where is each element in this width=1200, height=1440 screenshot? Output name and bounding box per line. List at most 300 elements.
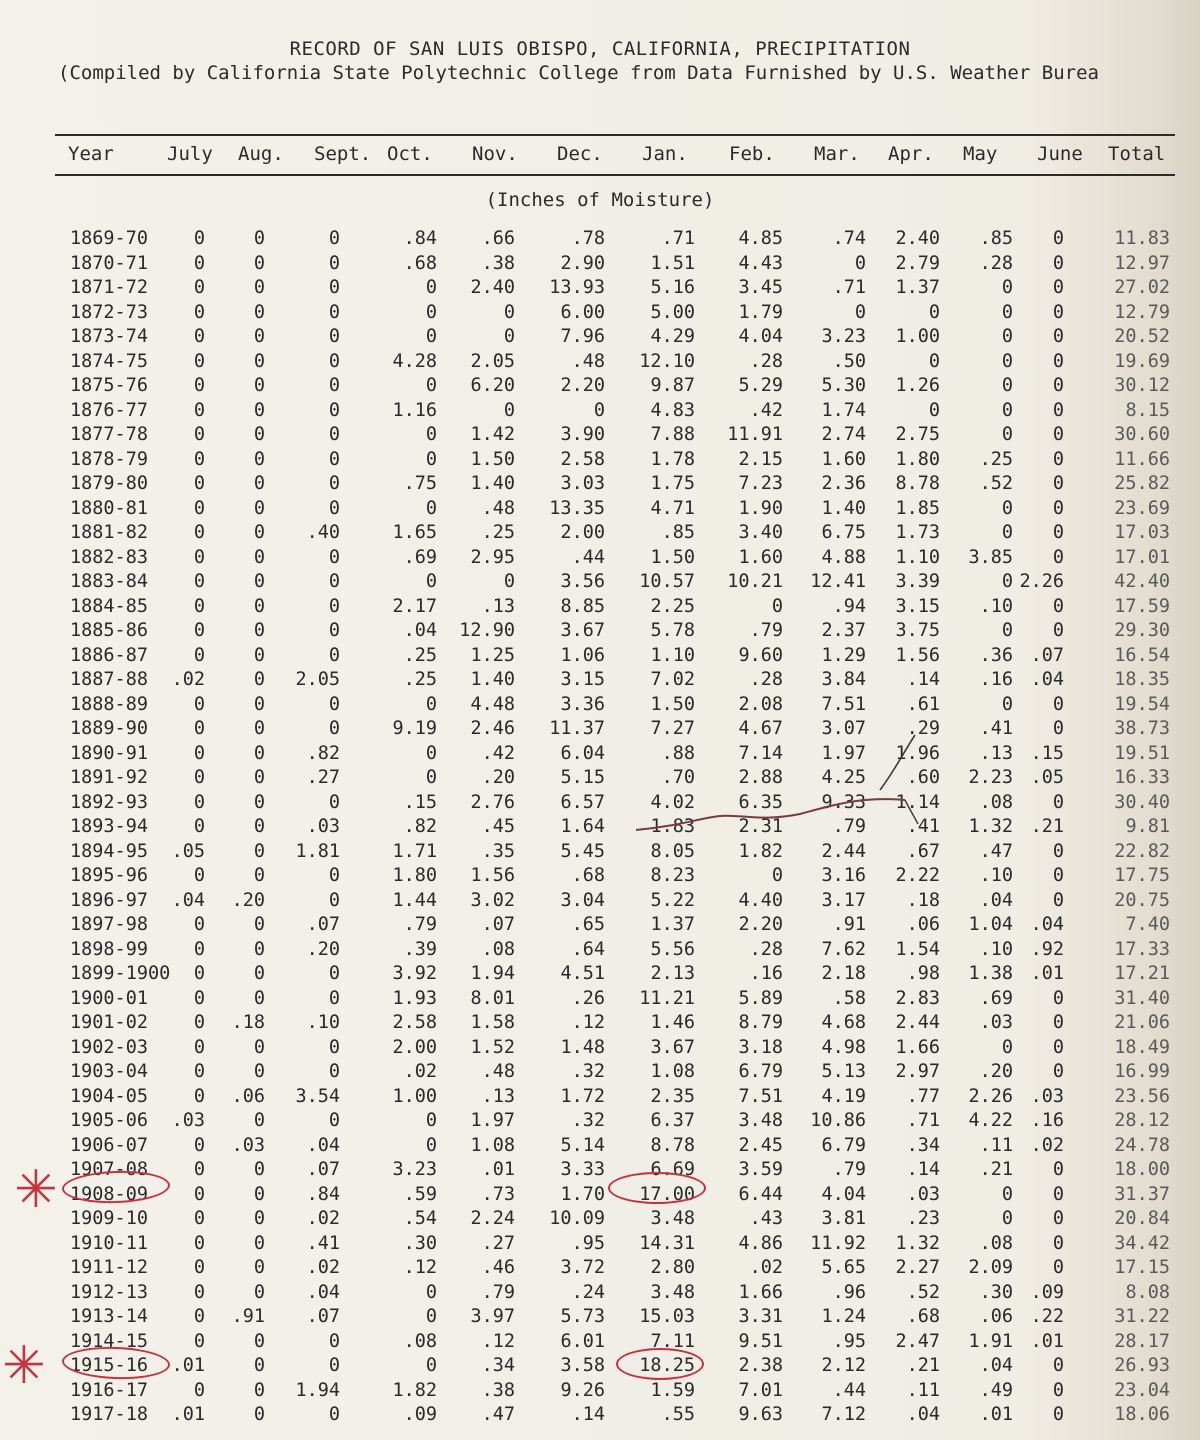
cell-july: 0 bbox=[193, 424, 205, 445]
cell-feb: 4.43 bbox=[738, 253, 783, 274]
cell-aug: 0 bbox=[253, 988, 265, 1009]
cell-july: 0 bbox=[193, 1184, 205, 1205]
cell-oct: 0 bbox=[425, 694, 437, 715]
cell-feb: 4.04 bbox=[738, 326, 783, 347]
year-cell: 1893-94 bbox=[70, 816, 148, 837]
year-cell: 1894-95 bbox=[70, 841, 148, 862]
cell-june: 0 bbox=[1052, 326, 1064, 347]
cell-sept: .27 bbox=[306, 767, 340, 788]
cell-jan: 17.00 bbox=[639, 1184, 695, 1205]
cell-aug: 0 bbox=[253, 620, 265, 641]
cell-may: .69 bbox=[979, 988, 1013, 1009]
cell-july: 0 bbox=[193, 865, 205, 886]
cell-aug: .18 bbox=[231, 1012, 265, 1033]
cell-nov: 0 bbox=[503, 302, 515, 323]
cell-oct: .68 bbox=[403, 253, 437, 274]
cell-aug: 0 bbox=[253, 1331, 265, 1352]
cell-mar: 3.17 bbox=[821, 890, 866, 911]
cell-july: 0 bbox=[193, 473, 205, 494]
cell-total: 16.54 bbox=[1114, 645, 1170, 666]
cell-jan: 5.00 bbox=[650, 302, 695, 323]
cell-apr: 2.75 bbox=[895, 424, 940, 445]
cell-june: 0 bbox=[1052, 302, 1064, 323]
cell-may: 0 bbox=[1001, 571, 1013, 592]
cell-aug: 0 bbox=[253, 939, 265, 960]
cell-dec: 13.35 bbox=[549, 498, 605, 519]
cell-total: 30.60 bbox=[1114, 424, 1170, 445]
column-header-nov: Nov. bbox=[472, 143, 518, 165]
cell-jan: 8.78 bbox=[650, 1135, 695, 1156]
cell-aug: 0 bbox=[253, 351, 265, 372]
cell-apr: 1.10 bbox=[895, 547, 940, 568]
cell-july: 0 bbox=[193, 988, 205, 1009]
cell-july: 0 bbox=[193, 1257, 205, 1278]
cell-sept: 0 bbox=[328, 1331, 340, 1352]
cell-nov: 3.02 bbox=[470, 890, 515, 911]
cell-oct: .82 bbox=[403, 816, 437, 837]
cell-nov: .66 bbox=[481, 228, 515, 249]
cell-may: .08 bbox=[979, 792, 1013, 813]
cell-mar: 3.16 bbox=[821, 865, 866, 886]
cell-nov: 0 bbox=[503, 400, 515, 421]
cell-aug: .06 bbox=[231, 1086, 265, 1107]
cell-aug: 0 bbox=[253, 571, 265, 592]
cell-nov: 4.48 bbox=[470, 694, 515, 715]
cell-jan: 18.25 bbox=[639, 1355, 695, 1376]
year-cell: 1903-04 bbox=[70, 1061, 148, 1082]
cell-may: 1.32 bbox=[968, 816, 1013, 837]
cell-sept: 0 bbox=[328, 547, 340, 568]
cell-sept: 0 bbox=[328, 228, 340, 249]
cell-jan: 5.56 bbox=[650, 939, 695, 960]
asterisk-mark-1908-09: ✳ bbox=[14, 1160, 58, 1220]
cell-feb: 7.01 bbox=[738, 1380, 783, 1401]
cell-june: 0 bbox=[1052, 792, 1064, 813]
cell-jan: 1.50 bbox=[650, 694, 695, 715]
cell-june: 0 bbox=[1052, 1208, 1064, 1229]
cell-aug: 0 bbox=[253, 963, 265, 984]
cell-may: .04 bbox=[979, 890, 1013, 911]
column-header-mar: Mar. bbox=[814, 143, 860, 165]
cell-june: 0 bbox=[1052, 449, 1064, 470]
cell-oct: .30 bbox=[403, 1233, 437, 1254]
cell-july: 0 bbox=[193, 694, 205, 715]
column-header-july: July bbox=[167, 143, 213, 165]
cell-dec: 13.93 bbox=[549, 277, 605, 298]
cell-aug: 0 bbox=[253, 767, 265, 788]
cell-aug: 0 bbox=[253, 522, 265, 543]
cell-dec: 1.06 bbox=[560, 645, 605, 666]
cell-july: 0 bbox=[193, 1282, 205, 1303]
cell-dec: 3.04 bbox=[560, 890, 605, 911]
cell-mar: 4.04 bbox=[821, 1184, 866, 1205]
cell-apr: 1.14 bbox=[895, 792, 940, 813]
cell-total: 18.00 bbox=[1114, 1159, 1170, 1180]
cell-june: 0 bbox=[1052, 400, 1064, 421]
cell-feb: 8.79 bbox=[738, 1012, 783, 1033]
cell-jan: 1.10 bbox=[650, 645, 695, 666]
cell-dec: .48 bbox=[571, 351, 605, 372]
cell-june: 0 bbox=[1052, 375, 1064, 396]
column-header-sept: Sept. bbox=[314, 143, 372, 165]
cell-jan: 3.48 bbox=[650, 1208, 695, 1229]
year-cell: 1874-75 bbox=[70, 351, 148, 372]
cell-feb: 1.66 bbox=[738, 1282, 783, 1303]
cell-nov: .20 bbox=[481, 767, 515, 788]
cell-oct: 0 bbox=[425, 1282, 437, 1303]
cell-mar: .95 bbox=[832, 1331, 866, 1352]
cell-aug: 0 bbox=[253, 669, 265, 690]
cell-total: 17.15 bbox=[1114, 1257, 1170, 1278]
cell-total: 42.40 bbox=[1114, 571, 1170, 592]
cell-jan: 2.35 bbox=[650, 1086, 695, 1107]
cell-july: 0 bbox=[193, 228, 205, 249]
cell-may: .06 bbox=[979, 1306, 1013, 1327]
cell-mar: 2.44 bbox=[821, 841, 866, 862]
cell-july: 0 bbox=[193, 1086, 205, 1107]
cell-nov: 1.50 bbox=[470, 449, 515, 470]
cell-june: 0 bbox=[1052, 1257, 1064, 1278]
year-cell: 1879-80 bbox=[70, 473, 148, 494]
cell-nov: .48 bbox=[481, 498, 515, 519]
year-cell: 1889-90 bbox=[70, 718, 148, 739]
cell-aug: 0 bbox=[253, 228, 265, 249]
cell-may: .41 bbox=[979, 718, 1013, 739]
cell-nov: .38 bbox=[481, 253, 515, 274]
cell-total: 23.56 bbox=[1114, 1086, 1170, 1107]
cell-total: 12.97 bbox=[1114, 253, 1170, 274]
cell-feb: 3.45 bbox=[738, 277, 783, 298]
cell-feb: .02 bbox=[749, 1257, 783, 1278]
cell-may: .11 bbox=[979, 1135, 1013, 1156]
cell-may: 1.91 bbox=[968, 1331, 1013, 1352]
cell-aug: 0 bbox=[253, 743, 265, 764]
cell-total: 28.17 bbox=[1114, 1331, 1170, 1352]
cell-feb: .16 bbox=[749, 963, 783, 984]
cell-sept: 0 bbox=[328, 792, 340, 813]
cell-aug: 0 bbox=[253, 302, 265, 323]
cell-may: 3.85 bbox=[968, 547, 1013, 568]
cell-oct: 4.28 bbox=[392, 351, 437, 372]
cell-total: 34.42 bbox=[1114, 1233, 1170, 1254]
cell-july: .05 bbox=[171, 841, 205, 862]
cell-feb: 2.31 bbox=[738, 816, 783, 837]
cell-jan: 7.11 bbox=[650, 1331, 695, 1352]
cell-jan: 14.31 bbox=[639, 1233, 695, 1254]
cell-mar: 5.13 bbox=[821, 1061, 866, 1082]
cell-nov: 1.94 bbox=[470, 963, 515, 984]
cell-sept: 0 bbox=[328, 963, 340, 984]
cell-june: 0 bbox=[1052, 1184, 1064, 1205]
year-cell: 1883-84 bbox=[70, 571, 148, 592]
year-cell: 1872-73 bbox=[70, 302, 148, 323]
cell-sept: .84 bbox=[306, 1184, 340, 1205]
cell-june: 0 bbox=[1052, 1404, 1064, 1425]
cell-oct: .25 bbox=[403, 645, 437, 666]
cell-total: 17.03 bbox=[1114, 522, 1170, 543]
cell-dec: 8.85 bbox=[560, 596, 605, 617]
cell-oct: 3.23 bbox=[392, 1159, 437, 1180]
cell-aug: 0 bbox=[253, 718, 265, 739]
cell-feb: 3.48 bbox=[738, 1110, 783, 1131]
cell-july: 0 bbox=[193, 375, 205, 396]
cell-oct: .69 bbox=[403, 547, 437, 568]
cell-mar: 2.36 bbox=[821, 473, 866, 494]
cell-oct: .04 bbox=[403, 620, 437, 641]
cell-oct: .08 bbox=[403, 1331, 437, 1352]
cell-may: 0 bbox=[1001, 620, 1013, 641]
cell-dec: 3.90 bbox=[560, 424, 605, 445]
cell-aug: 0 bbox=[253, 326, 265, 347]
cell-sept: .02 bbox=[306, 1208, 340, 1229]
cell-feb: .79 bbox=[749, 620, 783, 641]
cell-mar: 7.51 bbox=[821, 694, 866, 715]
cell-june: 0 bbox=[1052, 865, 1064, 886]
year-cell: 1901-02 bbox=[70, 1012, 148, 1033]
cell-feb: 2.38 bbox=[738, 1355, 783, 1376]
cell-july: 0 bbox=[193, 253, 205, 274]
cell-dec: .12 bbox=[571, 1012, 605, 1033]
cell-july: 0 bbox=[193, 302, 205, 323]
cell-nov: .01 bbox=[481, 1159, 515, 1180]
column-header-june: June bbox=[1037, 143, 1083, 165]
column-header-jan: Jan. bbox=[642, 143, 688, 165]
cell-may: .36 bbox=[979, 645, 1013, 666]
cell-july: 0 bbox=[193, 645, 205, 666]
cell-apr: .11 bbox=[906, 1380, 940, 1401]
year-cell: 1913-14 bbox=[70, 1306, 148, 1327]
cell-total: 19.54 bbox=[1114, 694, 1170, 715]
cell-dec: 6.01 bbox=[560, 1331, 605, 1352]
cell-june: 0 bbox=[1052, 694, 1064, 715]
document-subtitle: (Compiled by California State Polytechnic College from Data Furnished by U.S. Weather Burea bbox=[58, 62, 1099, 84]
cell-aug: 0 bbox=[253, 914, 265, 935]
cell-oct: 9.19 bbox=[392, 718, 437, 739]
cell-total: 30.40 bbox=[1114, 792, 1170, 813]
cell-dec: .68 bbox=[571, 865, 605, 886]
cell-dec: 10.09 bbox=[549, 1208, 605, 1229]
year-cell: 1878-79 bbox=[70, 449, 148, 470]
cell-total: 30.12 bbox=[1114, 375, 1170, 396]
cell-oct: .15 bbox=[403, 792, 437, 813]
cell-oct: .09 bbox=[403, 1404, 437, 1425]
cell-aug: 0 bbox=[253, 277, 265, 298]
cell-july: 0 bbox=[193, 914, 205, 935]
cell-feb: 7.23 bbox=[738, 473, 783, 494]
cell-apr: .98 bbox=[906, 963, 940, 984]
cell-sept: 0 bbox=[328, 718, 340, 739]
cell-apr: .03 bbox=[906, 1184, 940, 1205]
cell-aug: 0 bbox=[253, 841, 265, 862]
cell-dec: 1.48 bbox=[560, 1037, 605, 1058]
cell-jan: 1.78 bbox=[650, 449, 695, 470]
cell-feb: 3.18 bbox=[738, 1037, 783, 1058]
cell-may: .10 bbox=[979, 596, 1013, 617]
cell-mar: .94 bbox=[832, 596, 866, 617]
cell-apr: 1.00 bbox=[895, 326, 940, 347]
cell-may: .10 bbox=[979, 939, 1013, 960]
cell-apr: 2.44 bbox=[895, 1012, 940, 1033]
cell-june: .92 bbox=[1030, 939, 1064, 960]
cell-oct: 0 bbox=[425, 424, 437, 445]
cell-june: 0 bbox=[1052, 228, 1064, 249]
cell-apr: .77 bbox=[906, 1086, 940, 1107]
cell-sept: .20 bbox=[306, 939, 340, 960]
cell-sept: 0 bbox=[328, 277, 340, 298]
cell-aug: 0 bbox=[253, 645, 265, 666]
cell-may: .28 bbox=[979, 253, 1013, 274]
cell-mar: 1.40 bbox=[821, 498, 866, 519]
cell-dec: 5.15 bbox=[560, 767, 605, 788]
cell-apr: .23 bbox=[906, 1208, 940, 1229]
cell-feb: .28 bbox=[749, 669, 783, 690]
cell-may: .20 bbox=[979, 1061, 1013, 1082]
cell-may: 2.26 bbox=[968, 1086, 1013, 1107]
year-cell: 1914-15 bbox=[70, 1331, 148, 1352]
cell-total: 19.51 bbox=[1114, 743, 1170, 764]
cell-july: 0 bbox=[193, 596, 205, 617]
cell-june: 0 bbox=[1052, 1355, 1064, 1376]
year-cell: 1900-01 bbox=[70, 988, 148, 1009]
cell-total: 26.93 bbox=[1114, 1355, 1170, 1376]
cell-sept: 0 bbox=[328, 988, 340, 1009]
cell-total: 17.59 bbox=[1114, 596, 1170, 617]
cell-apr: 2.40 bbox=[895, 228, 940, 249]
cell-apr: 1.54 bbox=[895, 939, 940, 960]
cell-june: 0 bbox=[1052, 620, 1064, 641]
cell-oct: 1.80 bbox=[392, 865, 437, 886]
cell-june: 0 bbox=[1052, 718, 1064, 739]
cell-dec: 1.64 bbox=[560, 816, 605, 837]
cell-aug: 0 bbox=[253, 1233, 265, 1254]
cell-nov: 1.58 bbox=[470, 1012, 515, 1033]
cell-dec: 0 bbox=[593, 400, 605, 421]
cell-sept: 0 bbox=[328, 449, 340, 470]
cell-jan: 4.02 bbox=[650, 792, 695, 813]
cell-may: .85 bbox=[979, 228, 1013, 249]
column-header-aug: Aug. bbox=[238, 143, 284, 165]
cell-dec: 3.33 bbox=[560, 1159, 605, 1180]
cell-apr: 3.75 bbox=[895, 620, 940, 641]
cell-may: 0 bbox=[1001, 375, 1013, 396]
cell-total: 21.06 bbox=[1114, 1012, 1170, 1033]
cell-june: 0 bbox=[1052, 890, 1064, 911]
cell-may: 1.04 bbox=[968, 914, 1013, 935]
cell-apr: 0 bbox=[928, 302, 940, 323]
cell-nov: 2.46 bbox=[470, 718, 515, 739]
cell-nov: .13 bbox=[481, 1086, 515, 1107]
cell-sept: .03 bbox=[306, 816, 340, 837]
cell-june: 0 bbox=[1052, 596, 1064, 617]
cell-apr: 2.22 bbox=[895, 865, 940, 886]
cell-jan: 4.71 bbox=[650, 498, 695, 519]
cell-mar: 5.65 bbox=[821, 1257, 866, 1278]
cell-july: 0 bbox=[193, 571, 205, 592]
cell-mar: .71 bbox=[832, 277, 866, 298]
cell-mar: 9.33 bbox=[821, 792, 866, 813]
cell-total: 22.82 bbox=[1114, 841, 1170, 862]
cell-june: 0 bbox=[1052, 253, 1064, 274]
cell-nov: .42 bbox=[481, 743, 515, 764]
year-cell: 1916-17 bbox=[70, 1380, 148, 1401]
cell-may: 1.38 bbox=[968, 963, 1013, 984]
cell-mar: 4.19 bbox=[821, 1086, 866, 1107]
cell-dec: 3.72 bbox=[560, 1257, 605, 1278]
cell-oct: .02 bbox=[403, 1061, 437, 1082]
cell-total: 17.75 bbox=[1114, 865, 1170, 886]
cell-dec: 5.14 bbox=[560, 1135, 605, 1156]
cell-aug: 0 bbox=[253, 1404, 265, 1425]
year-cell: 1870-71 bbox=[70, 253, 148, 274]
year-cell: 1908-09 bbox=[70, 1184, 148, 1205]
cell-jan: 1.50 bbox=[650, 547, 695, 568]
cell-dec: 5.45 bbox=[560, 841, 605, 862]
cell-apr: 1.85 bbox=[895, 498, 940, 519]
cell-june: .01 bbox=[1030, 963, 1064, 984]
cell-dec: 6.04 bbox=[560, 743, 605, 764]
cell-jan: 3.48 bbox=[650, 1282, 695, 1303]
cell-may: .04 bbox=[979, 1355, 1013, 1376]
cell-aug: 0 bbox=[253, 449, 265, 470]
year-cell: 1902-03 bbox=[70, 1037, 148, 1058]
cell-apr: .68 bbox=[906, 1306, 940, 1327]
cell-oct: 0 bbox=[425, 767, 437, 788]
cell-oct: .75 bbox=[403, 473, 437, 494]
cell-feb: 4.67 bbox=[738, 718, 783, 739]
year-cell: 1905-06 bbox=[70, 1110, 148, 1131]
cell-apr: .14 bbox=[906, 669, 940, 690]
cell-nov: 8.01 bbox=[470, 988, 515, 1009]
column-header-may: May bbox=[963, 143, 998, 165]
cell-nov: .73 bbox=[481, 1184, 515, 1205]
cell-jan: 2.80 bbox=[650, 1257, 695, 1278]
cell-apr: 0 bbox=[928, 351, 940, 372]
cell-jan: .85 bbox=[661, 522, 695, 543]
cell-total: 31.22 bbox=[1114, 1306, 1170, 1327]
cell-aug: .03 bbox=[231, 1135, 265, 1156]
year-cell: 1904-05 bbox=[70, 1086, 148, 1107]
cell-nov: 2.76 bbox=[470, 792, 515, 813]
cell-total: 9.81 bbox=[1125, 816, 1170, 837]
cell-may: 0 bbox=[1001, 522, 1013, 543]
cell-may: .08 bbox=[979, 1233, 1013, 1254]
cell-oct: 2.00 bbox=[392, 1037, 437, 1058]
cell-may: 0 bbox=[1001, 1184, 1013, 1205]
cell-total: 12.79 bbox=[1114, 302, 1170, 323]
cell-july: 0 bbox=[193, 449, 205, 470]
cell-june: 2.26 bbox=[1019, 571, 1064, 592]
cell-feb: 3.40 bbox=[738, 522, 783, 543]
cell-sept: .10 bbox=[306, 1012, 340, 1033]
cell-mar: 10.86 bbox=[810, 1110, 866, 1131]
cell-july: .02 bbox=[171, 669, 205, 690]
cell-feb: 1.60 bbox=[738, 547, 783, 568]
cell-nov: .12 bbox=[481, 1331, 515, 1352]
cell-apr: 0 bbox=[928, 400, 940, 421]
cell-june: 0 bbox=[1052, 1061, 1064, 1082]
cell-oct: 0 bbox=[425, 743, 437, 764]
cell-june: .21 bbox=[1030, 816, 1064, 837]
cell-may: 0 bbox=[1001, 424, 1013, 445]
cell-jan: 15.03 bbox=[639, 1306, 695, 1327]
cell-nov: 2.40 bbox=[470, 277, 515, 298]
cell-jan: 7.02 bbox=[650, 669, 695, 690]
cell-jan: .88 bbox=[661, 743, 695, 764]
cell-nov: 1.97 bbox=[470, 1110, 515, 1131]
cell-sept: 2.05 bbox=[295, 669, 340, 690]
cell-sept: 0 bbox=[328, 326, 340, 347]
cell-sept: 0 bbox=[328, 596, 340, 617]
